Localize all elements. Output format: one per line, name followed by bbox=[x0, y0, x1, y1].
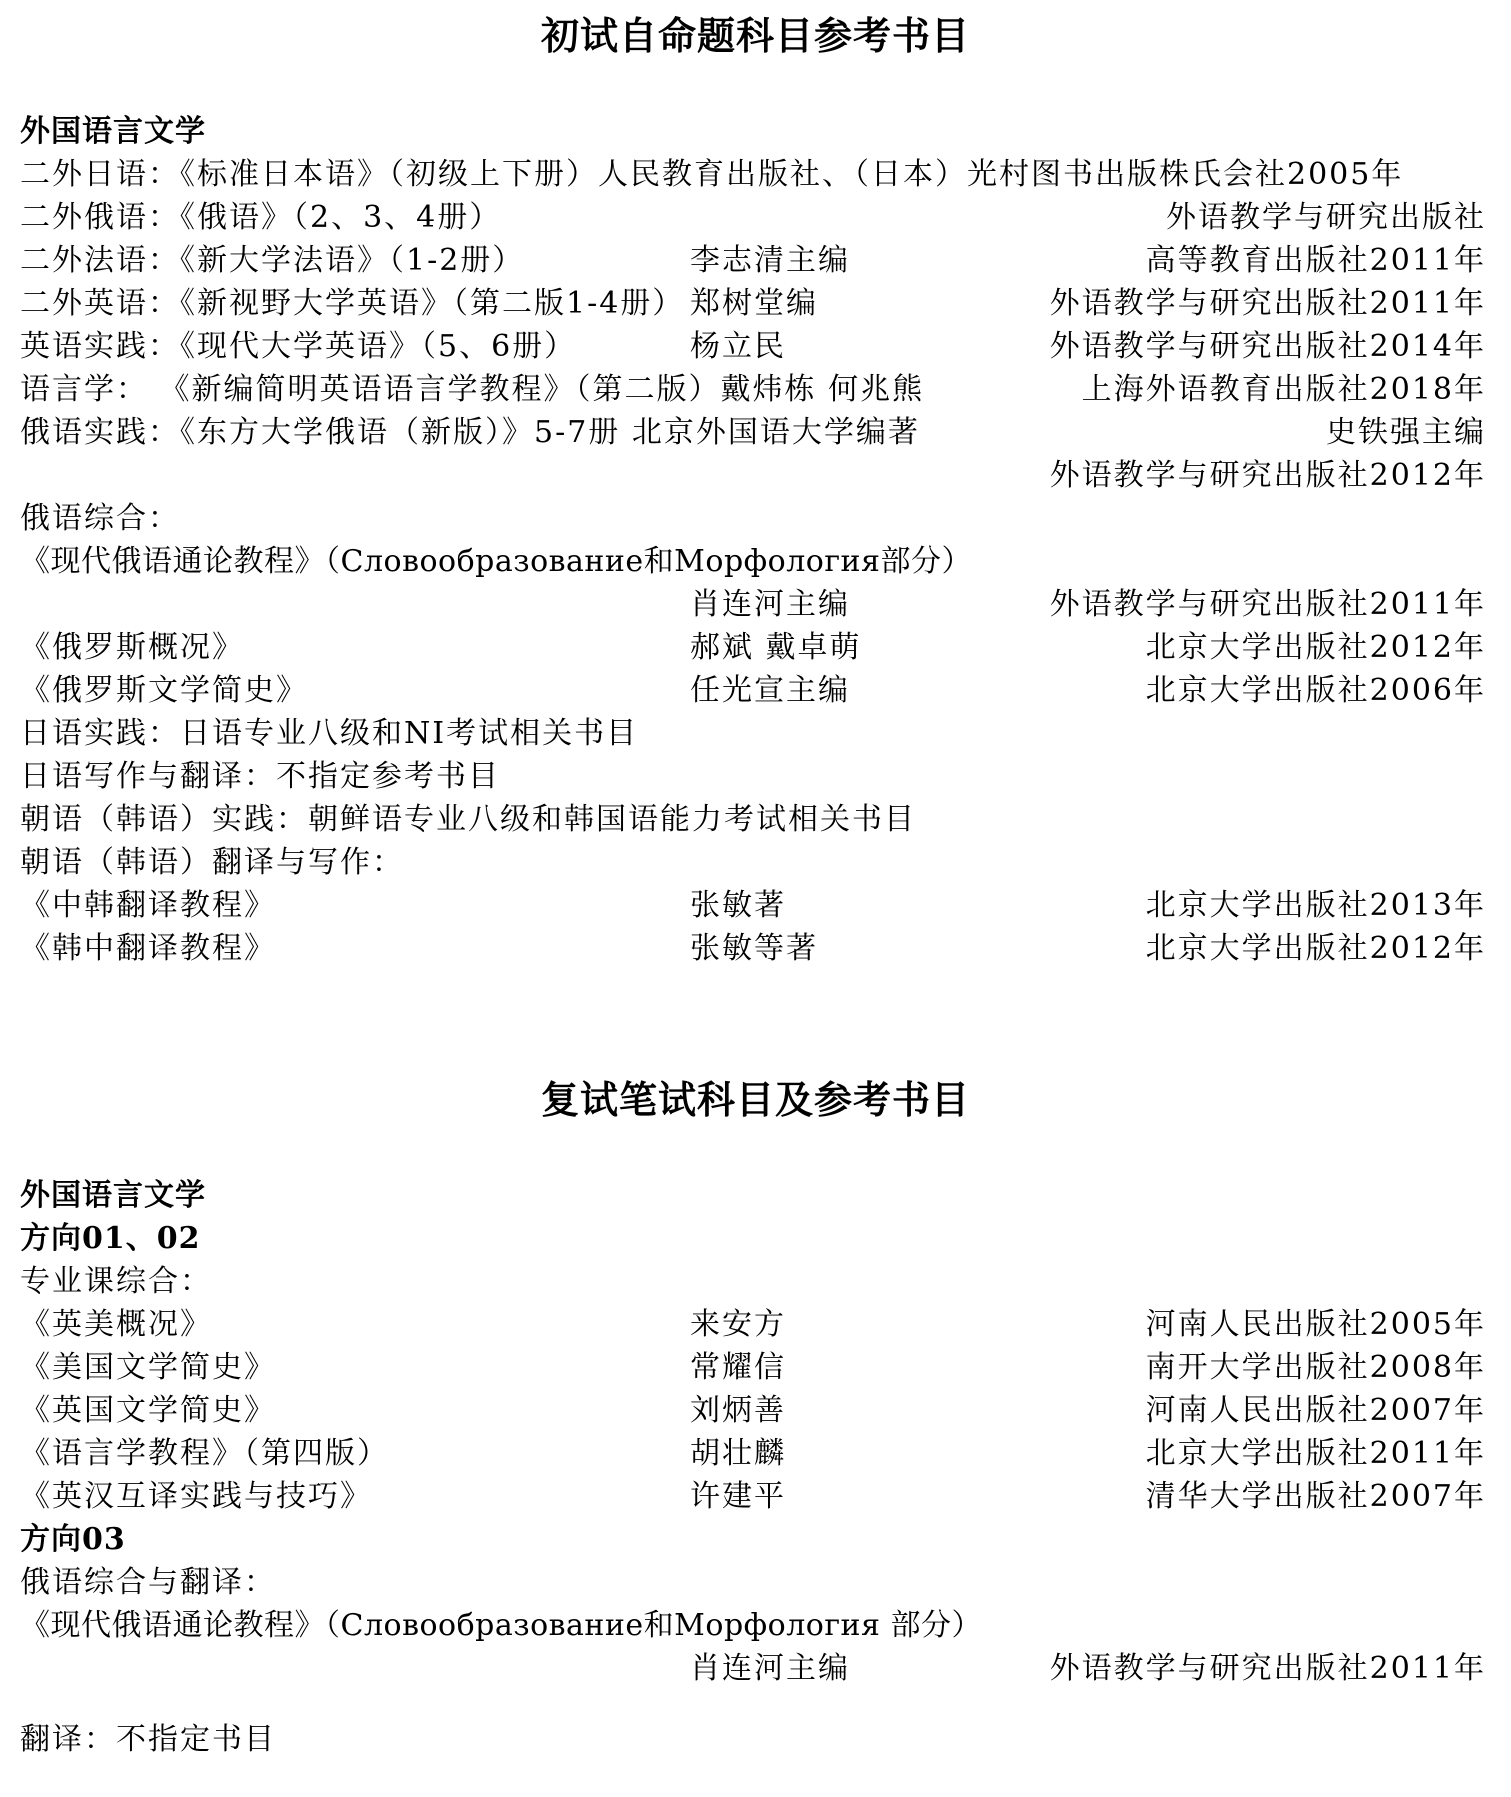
book-row: 二外英语：《新视野大学英语》（第二版1-4册） 郑树堂编 外语教学与研究出版社2011年 bbox=[20, 286, 1486, 321]
book-row: 英语实践：《现代大学英语》（5、6册） 杨立民 外语教学与研究出版社2014年 bbox=[20, 329, 1486, 364]
book-row: 肖连河主编 外语教学与研究出版社2011年 bbox=[690, 1651, 1486, 1686]
book-row: 朝语（韩语）实践：朝鲜语专业八级和韩国语能力考试相关书目 bbox=[20, 802, 916, 837]
book-row: 二外日语：《标准日本语》（初级上下册）人民教育出版社、（日本）光村图书出版株氏会社2005年 bbox=[20, 157, 1404, 192]
book-row: 《俄罗斯概况》 郝斌 戴卓萌 北京大学出版社2012年 bbox=[20, 630, 1486, 665]
book-row: 《语言学教程》（第四版） 胡壮麟 北京大学出版社2011年 bbox=[20, 1436, 1486, 1471]
book-row: 俄语实践：《东方大学俄语（新版）》5-7册 北京外国语大学编著 史铁强主编 bbox=[20, 415, 1486, 450]
course-label: 朝语（韩语）翻译与写作： bbox=[20, 845, 404, 880]
book-row: 二外法语：《新大学法语》（1-2册） 李志清主编 高等教育出版社2011年 bbox=[20, 243, 1486, 278]
section1-major: 外国语言文学 bbox=[20, 114, 206, 149]
book-row: 日语写作与翻译：不指定参考书目 bbox=[20, 759, 500, 794]
book-row: 《英汉互译实践与技巧》 许建平 清华大学出版社2007年 bbox=[20, 1479, 1486, 1514]
book-row: 《现代俄语通论教程》（Словообразование和Морфология部分） bbox=[20, 544, 972, 579]
course-label: 俄语综合： bbox=[20, 501, 180, 536]
book-row: 日语实践：日语专业八级和NI考试相关书目 bbox=[20, 716, 639, 751]
book-row: 《俄罗斯文学简史》 任光宣主编 北京大学出版社2006年 bbox=[20, 673, 1486, 708]
section2-body bbox=[20, 1174, 1486, 1690]
translation-note: 翻译：不指定书目 bbox=[20, 1722, 276, 1757]
section1-body bbox=[20, 110, 1486, 970]
book-row: 《韩中翻译教程》 张敏等著 北京大学出版社2012年 bbox=[20, 931, 1486, 966]
direction-heading: 方向01、02 bbox=[20, 1221, 201, 1256]
book-row: 《中韩翻译教程》 张敏著 北京大学出版社2013年 bbox=[20, 888, 1486, 923]
section1-title: 初试自命题科目参考书目 bbox=[540, 13, 970, 58]
section2-major: 外国语言文学 bbox=[20, 1178, 206, 1213]
book-row: 《英美概况》 来安方 河南人民出版社2005年 bbox=[20, 1307, 1486, 1342]
book-row: 语言学： 《新编简明英语语言学教程》（第二版）戴炜栋 何兆熊 上海外语教育出版社2018年 bbox=[20, 372, 1486, 407]
book-row: 肖连河主编 外语教学与研究出版社2011年 bbox=[690, 587, 1486, 622]
course-label: 俄语综合与翻译： bbox=[20, 1565, 276, 1600]
book-row: 二外俄语：《俄语》（2、3、4册） 外语教学与研究出版社 bbox=[20, 200, 1486, 235]
book-row: 外语教学与研究出版社2012年 bbox=[1049, 458, 1486, 493]
book-row: 《美国文学简史》 常耀信 南开大学出版社2008年 bbox=[20, 1350, 1486, 1385]
book-row: 《英国文学简史》 刘炳善 河南人民出版社2007年 bbox=[20, 1393, 1486, 1428]
translation-note-block bbox=[20, 1718, 1486, 1761]
direction-heading: 方向03 bbox=[20, 1522, 126, 1557]
section2-title: 复试笔试科目及参考书目 bbox=[540, 1077, 970, 1122]
course-label: 专业课综合： bbox=[20, 1264, 212, 1299]
book-row: 《现代俄语通论教程》（Словообразование和Морфология 部分） bbox=[20, 1608, 983, 1643]
